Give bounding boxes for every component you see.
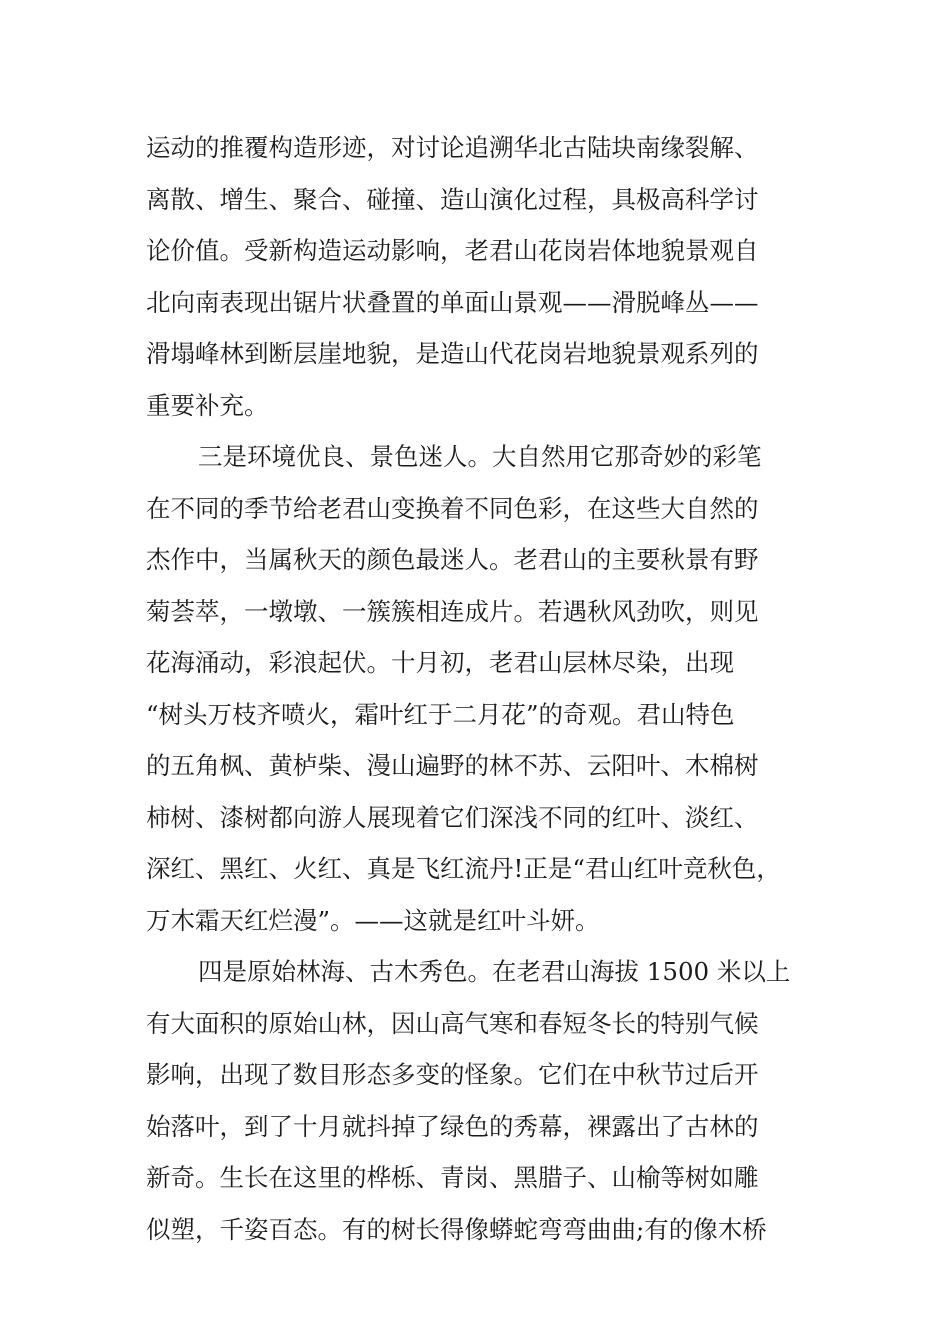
- text-line: 运动的推覆构造形迹，对讨论追溯华北古陆块南缘裂解、: [146, 133, 759, 162]
- text-line: 在不同的季节给老君山变换着不同色彩，在这些大自然的: [146, 493, 759, 523]
- text-line: “树头万枝齐喷火，霜叶红于二月花”的奇观。君山特色: [146, 699, 735, 729]
- paragraph-scenery: [146, 431, 810, 946]
- document-body: [146, 122, 810, 1255]
- text-line: 新奇。生长在这里的桦栎、青岗、黑腊子、山榆等树如雕: [146, 1163, 759, 1192]
- text-line: 影响，出现了数目形态多变的怪象。它们在中秋节过后开: [146, 1060, 759, 1089]
- text-line: 花海涌动，彩浪起伏。十月初，老君山层林尽染，出现: [146, 648, 734, 677]
- text-line: 菊荟萃，一墩墩、一簇簇相连成片。若遇秋风劲吹，则见: [146, 596, 759, 626]
- text-line: 万木霜天红烂漫”。——这就是红叶斗妍。: [146, 905, 600, 935]
- text-line: 论价值。受新构造运动影响，老君山花岗岩体地貌景观自: [146, 236, 759, 265]
- paragraph-geology: [146, 122, 810, 431]
- text-line: 离散、增生、聚合、碰撞、造山演化过程，具极高科学讨: [146, 184, 759, 214]
- text-line: 重要补充。: [146, 390, 269, 420]
- text-line: 似塑，千姿百态。有的树长得像蟒蛇弯弯曲曲;有的像木桥: [146, 1214, 767, 1244]
- text-line: 始落叶，到了十月就抖掉了绿色的秀幕，裸露出了古林的: [146, 1111, 759, 1141]
- text-line: 三是环境优良、景色迷人。大自然用它那奇妙的彩笔: [198, 442, 762, 471]
- text-line: 北向南表现出锯片状叠置的单面山景观——滑脱峰丛——: [146, 287, 759, 317]
- text-line: 杰作中，当属秋天的颜色最迷人。老君山的主要秋景有野: [146, 545, 759, 574]
- text-line: 滑塌峰林到断层崖地貌，是造山代花岗岩地貌景观系列的: [146, 339, 759, 368]
- text-line: 有大面积的原始山林，因山高气寒和春短冬长的特别气候: [146, 1008, 759, 1038]
- text-line: 的五角枫、黄栌柴、漫山遍野的林不苏、云阳叶、木棉树: [146, 751, 759, 780]
- text-line: 柿树、漆树都向游人展现着它们深浅不同的红叶、淡红、: [146, 802, 759, 832]
- text-line: 深红、黑红、火红、真是飞红流丹!正是“君山红叶竞秋色，: [146, 854, 781, 883]
- text-line: 四是原始林海、古木秀色。在老君山海拔 1500 米以上: [198, 957, 791, 986]
- paragraph-forest: [146, 946, 810, 1255]
